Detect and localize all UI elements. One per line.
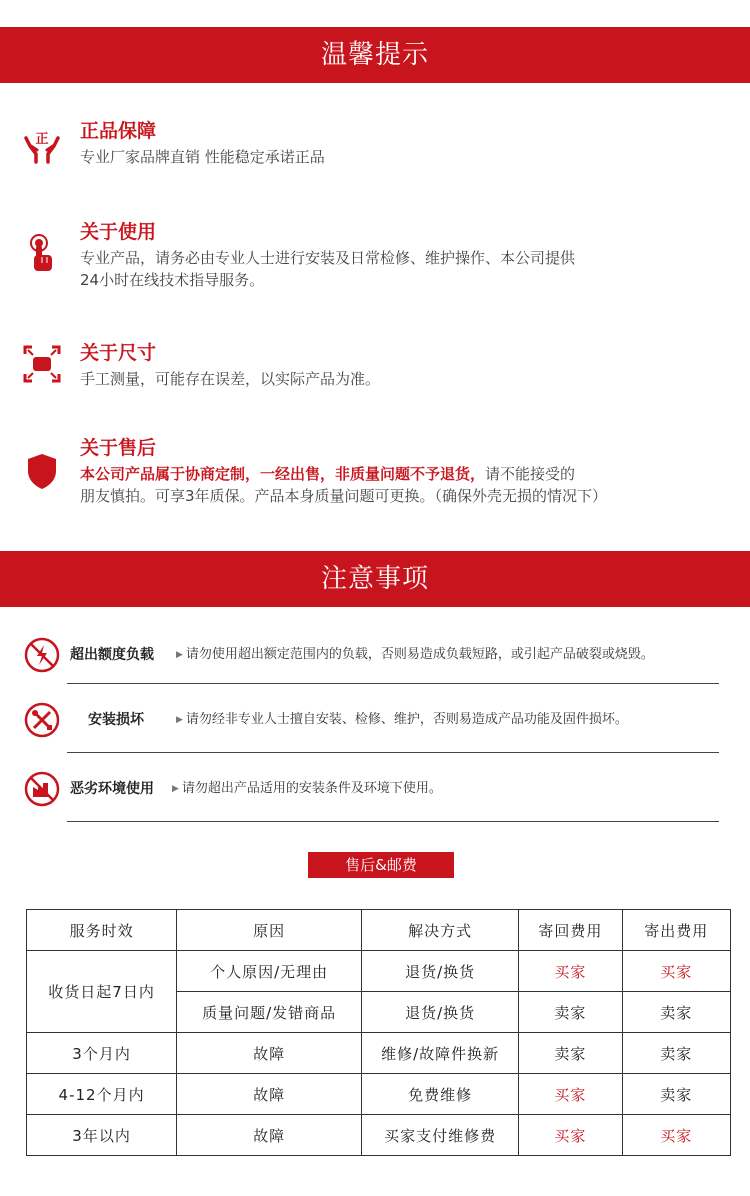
after-sales-emphasis: 本公司产品属于协商定制，一经出售，非质量问题不予退货， (80, 465, 486, 483)
table-cell-solution: 免费维修 (362, 1074, 519, 1115)
no-overload-icon (24, 637, 60, 673)
no-tools-icon (24, 702, 60, 738)
table-cell-send-fee: 卖家 (622, 1074, 730, 1115)
table-cell-period: 收货日起7日内 (27, 951, 177, 1033)
genuine-hands-icon (22, 124, 62, 164)
table-row (27, 1033, 731, 1074)
notice-body-after-sales (80, 463, 720, 507)
table-cell-solution: 买家支付维修费 (362, 1115, 519, 1156)
warm-tips-banner: 温馨提示 (0, 27, 750, 83)
notice-body-genuine: 专业厂家品牌直销 性能稳定承诺正品 (80, 148, 325, 166)
caution-install (0, 702, 750, 742)
notice-body-usage (80, 247, 720, 291)
table-cell-solution: 维修/故障件换新 (362, 1033, 519, 1074)
caution-text-overload: ▶ 请勿使用超出额定范围内的负载，否则易造成负载短路，或引起产品破裂或烧毁。 (176, 647, 654, 662)
table-cell-reason: 故障 (177, 1074, 362, 1115)
table-cell-return-fee: 买家 (519, 1074, 622, 1115)
table-header: 寄出费用 (622, 910, 730, 951)
caution-divider (67, 821, 719, 822)
caution-label-overload: 超出额度负载 (70, 647, 154, 663)
table-cell-reason: 个人原因/无理由 (177, 951, 362, 992)
caution-text-environment: ▶ 请勿超出产品适用的安装条件及环境下使用。 (172, 781, 442, 796)
table-cell-reason: 故障 (177, 1033, 362, 1074)
caution-label-install: 安装损坏 (88, 712, 144, 728)
caution-overload (0, 637, 750, 677)
after-sales-rest: 请不能接受的 (485, 465, 576, 483)
table-cell-solution: 退货/换货 (362, 992, 519, 1033)
caution-environment (0, 771, 750, 811)
shield-icon (22, 451, 62, 491)
caution-divider (67, 683, 719, 684)
after-sales-table (26, 909, 731, 1156)
no-factory-icon (24, 771, 60, 807)
notice-body-usage-line2: 24小时在线技术指导服务。 (80, 271, 265, 289)
table-cell-reason: 故障 (177, 1115, 362, 1156)
notice-body-usage-line1: 专业产品，请务必由专业人士进行安装及日常检修、维护操作、本公司提供 (80, 249, 576, 267)
table-row (27, 1115, 731, 1156)
measure-frame-icon (22, 344, 62, 384)
table-cell-period: 3个月内 (27, 1033, 177, 1074)
table-cell-send-fee: 卖家 (622, 1033, 730, 1074)
table-header: 解决方式 (362, 910, 519, 951)
table-cell-period: 3年以内 (27, 1115, 177, 1156)
table-cell-reason: 质量问题/发错商品 (177, 992, 362, 1033)
table-header: 原因 (177, 910, 362, 951)
after-sales-shipping-label: 售后&邮费 (308, 852, 454, 878)
notice-title-usage: 关于使用 (80, 221, 157, 243)
table-cell-send-fee: 卖家 (622, 992, 730, 1033)
table-cell-return-fee: 卖家 (519, 1033, 622, 1074)
caution-text-install: ▶ 请勿经非专业人士擅自安装、检修、维护，否则易造成产品功能及固件损坏。 (176, 712, 628, 727)
table-header: 寄回费用 (519, 910, 622, 951)
notice-title-size: 关于尺寸 (80, 342, 157, 364)
attention-banner: 注意事项 (0, 551, 750, 607)
notice-title-after-sales: 关于售后 (80, 437, 157, 459)
notice-body-after-sales-line2: 朋友慎拍。可享3年质保。产品本身质量问题可更换。（确保外壳无损的情况下） (80, 487, 608, 505)
caution-divider (67, 752, 719, 753)
table-cell-period: 4-12个月内 (27, 1074, 177, 1115)
table-header-row (27, 910, 731, 951)
svg-text:正: 正 (35, 132, 49, 147)
table-cell-return-fee: 买家 (519, 951, 622, 992)
caution-label-environment: 恶劣环境使用 (70, 781, 154, 797)
touch-finger-icon (22, 233, 62, 273)
table-cell-solution: 退货/换货 (362, 951, 519, 992)
table-cell-return-fee: 买家 (519, 1115, 622, 1156)
notice-body-size: 手工测量，可能存在误差，以实际产品为准。 (80, 370, 381, 388)
table-header: 服务时效 (27, 910, 177, 951)
table-row (27, 951, 731, 992)
table-cell-send-fee: 买家 (622, 951, 730, 992)
table-row (27, 1074, 731, 1115)
notice-body-after-sales-line1 (80, 463, 720, 485)
notice-title-genuine: 正品保障 (80, 120, 157, 142)
table-cell-return-fee: 卖家 (519, 992, 622, 1033)
table-cell-send-fee: 买家 (622, 1115, 730, 1156)
